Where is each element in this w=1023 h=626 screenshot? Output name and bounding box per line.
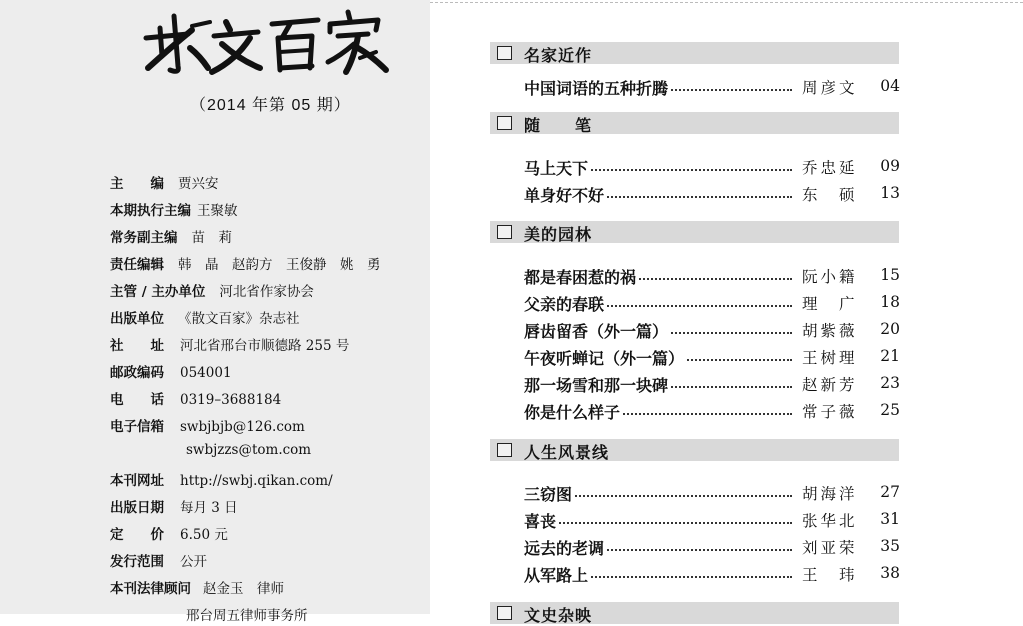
info-row: 本期执行主编 王聚敏: [110, 203, 238, 219]
section-header: 美的园林: [490, 221, 899, 243]
toc-entry[interactable]: 都是春困惹的祸 阮小籍 15: [524, 266, 900, 287]
info-row: 发行范围 公开: [110, 554, 207, 570]
checkbox-square-icon: [497, 46, 512, 60]
info-row: 常务副主编 苗 莉: [110, 230, 232, 246]
toc-entry[interactable]: 午夜听蝉记（外一篇） 王树理 21: [524, 347, 900, 368]
section-header: 文史杂映: [490, 602, 899, 624]
toc-entry[interactable]: 父亲的春联 理 广 18: [524, 293, 900, 314]
section-header: 名家近作: [490, 42, 899, 64]
toc-entry[interactable]: 那一场雪和那一块碑 赵新芳 23: [524, 374, 900, 395]
info-row: 责任编辑 韩 晶 赵韵方 王俊静 姚 勇: [110, 257, 381, 273]
info-row: 出版单位 《散文百家》杂志社: [110, 311, 300, 327]
toc-entry[interactable]: 远去的老调 刘亚荣 35: [524, 537, 900, 558]
section-header: 人生风景线: [490, 439, 899, 461]
info-row: 出版日期 每月 3 日: [110, 500, 238, 516]
info-row: 本刊法律顾问 赵金玉 律师: [110, 581, 284, 597]
info-row: 本刊网址 http://swbj.qikan.com/: [110, 473, 333, 489]
info-row: 定 价 6.50 元: [110, 527, 228, 543]
info-row: 电子信箱 swbjbjb@126.com: [110, 419, 305, 435]
info-row: 主 编 贾兴安: [110, 176, 219, 192]
info-row: 邢台周五律师事务所: [186, 608, 308, 624]
info-row: 主管 / 主办单位 河北省作家协会: [110, 284, 314, 300]
issue-number: （2014 年第 05 期）: [190, 97, 351, 114]
toc-entry[interactable]: 单身好不好 东 硕 13: [524, 184, 900, 205]
toc-entry[interactable]: 中国词语的五种折腾 周彦文 04: [524, 77, 900, 98]
magazine-logo: [140, 8, 390, 80]
info-row: 电 话 0319–3688184: [110, 392, 282, 408]
checkbox-square-icon: [497, 443, 512, 457]
info-row: 社 址 河北省邢台市顺德路 255 号: [110, 338, 350, 354]
page-divider: [430, 2, 1023, 3]
info-row: 邮政编码 054001: [110, 365, 232, 381]
toc-entry[interactable]: 喜丧 张华北 31: [524, 510, 900, 531]
masthead-panel: [0, 0, 430, 624]
toc-entry[interactable]: 马上天下 乔忠延 09: [524, 157, 900, 178]
checkbox-square-icon: [497, 606, 512, 620]
toc-entry[interactable]: 三窃图 胡海洋 27: [524, 483, 900, 504]
checkbox-square-icon: [497, 225, 512, 239]
info-row: swbjzzs@tom.com: [186, 442, 312, 458]
section-header: 随 笔: [490, 112, 899, 134]
checkbox-square-icon: [497, 116, 512, 130]
toc-entry[interactable]: 唇齿留香（外一篇） 胡紫薇 20: [524, 320, 900, 341]
toc-entry[interactable]: 你是什么样子 常子薇 25: [524, 401, 900, 422]
toc-entry[interactable]: 从军路上 王 玮 38: [524, 564, 900, 585]
